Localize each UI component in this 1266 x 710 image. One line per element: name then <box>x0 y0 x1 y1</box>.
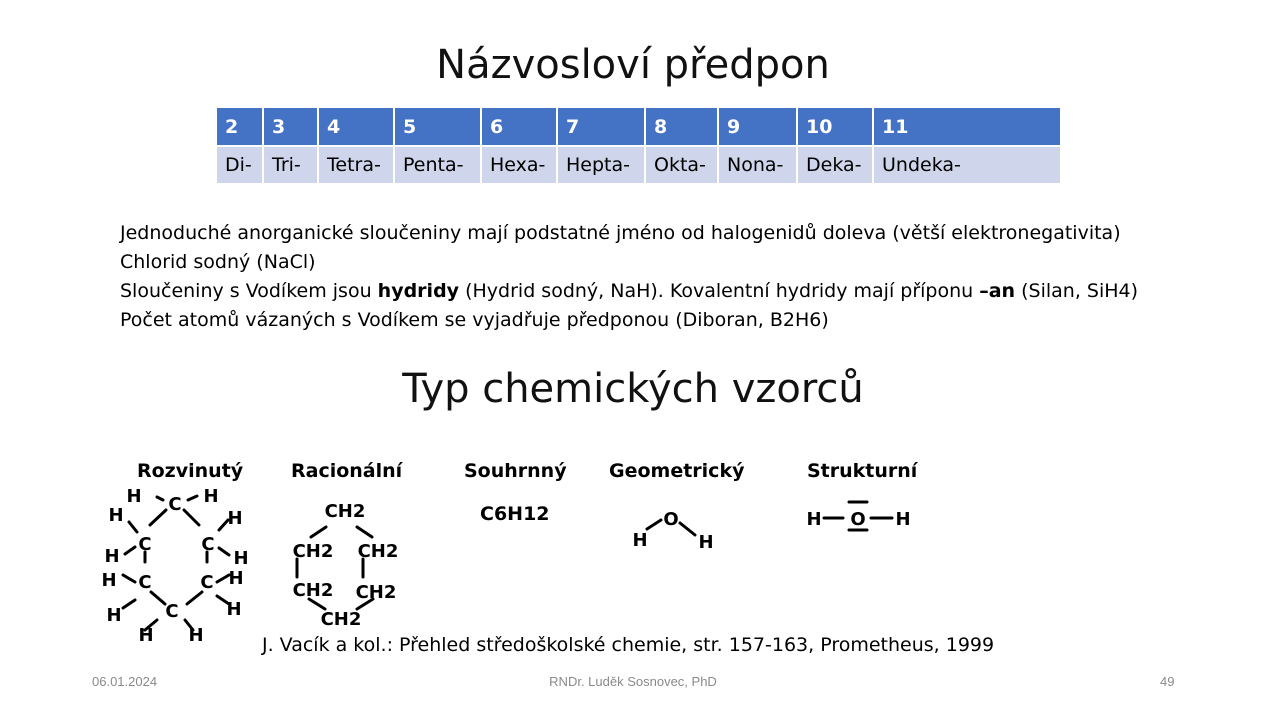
text-line: Chlorid sodný (NaCl) <box>120 251 316 273</box>
prefix-cell: Nona- <box>719 147 796 183</box>
formula-type-label: Souhrnný <box>464 460 567 482</box>
suffix-term: –an <box>979 280 1016 302</box>
number-cell: 2 <box>217 108 262 147</box>
prefix-cell: Penta- <box>395 147 480 183</box>
atom-hydrogen: H <box>806 509 822 530</box>
number-cell: 11 <box>874 108 1060 147</box>
prefix-name-row <box>217 147 1060 183</box>
atom-carbon: C <box>138 534 152 555</box>
atom-hydrogen: H <box>895 509 911 530</box>
atom-hydrogen: H <box>126 486 142 507</box>
atom-oxygen: O <box>850 509 866 530</box>
group-ch2: CH2 <box>292 580 334 601</box>
reference-citation: J. Vacík a kol.: Přehled středoškolské chemie, str. 157-163, Prometheus, 1999 <box>262 634 995 656</box>
footer-date: 06.01.2024 <box>92 674 158 689</box>
footer-author: RNDr. Luděk Sosnovec, PhD <box>549 674 717 689</box>
text-line: Jednoduché anorganické sloučeniny mají podstatné jméno od halogenidů doleva (větší elektronegativita) <box>120 222 1121 244</box>
atom-oxygen: O <box>663 509 679 530</box>
atom-carbon: C <box>165 601 179 622</box>
number-cell: 8 <box>646 108 717 147</box>
prefix-table <box>215 108 1062 183</box>
atom-hydrogen: H <box>104 546 120 567</box>
prefix-cell: Hepta- <box>558 147 644 183</box>
text-fragment: Sloučeniny s Vodíkem jsou <box>120 280 378 302</box>
prefix-number-row <box>217 108 1060 147</box>
atom-hydrogen: H <box>203 486 219 507</box>
number-cell: 9 <box>719 108 796 147</box>
group-ch2: CH2 <box>320 609 362 630</box>
text-fragment: (Hydrid sodný, NaH). Kovalentní hydridy mají příponu <box>459 280 980 302</box>
atom-hydrogen: H <box>106 605 122 626</box>
number-cell: 7 <box>558 108 644 147</box>
prefix-cell: Tri- <box>264 147 317 183</box>
expanded-formula-diagram <box>95 480 260 650</box>
text-line <box>120 277 1200 306</box>
prefix-cell: Di- <box>217 147 262 183</box>
page-number: 49 <box>1160 674 1175 689</box>
number-cell: 4 <box>319 108 393 147</box>
prefix-cell: Deka- <box>798 147 872 183</box>
number-cell: 10 <box>798 108 872 147</box>
atom-hydrogen: H <box>101 570 117 591</box>
atom-carbon: C <box>201 534 215 555</box>
atom-carbon: C <box>168 494 182 515</box>
group-ch2: CH2 <box>357 541 399 562</box>
prefix-cell: Tetra- <box>319 147 393 183</box>
atom-carbon: C <box>200 572 214 593</box>
summary-formula: C6H12 <box>480 503 550 525</box>
atom-hydrogen: H <box>227 508 243 529</box>
rational-formula-diagram <box>285 495 410 635</box>
text-line: Počet atomů vázaných s Vodíkem se vyjadřuje předponou (Diboran, B2H6) <box>120 309 829 331</box>
formula-type-label: Rozvinutý <box>137 460 244 482</box>
atom-hydrogen: H <box>632 530 648 551</box>
group-ch2: CH2 <box>324 501 366 522</box>
hydridy-term: hydridy <box>377 280 460 302</box>
group-ch2: CH2 <box>292 541 334 562</box>
geometric-formula-diagram <box>625 505 720 555</box>
formula-type-label: Geometrický <box>609 460 745 482</box>
atom-hydrogen: H <box>233 548 249 569</box>
slide-title: Názvosloví předpon <box>436 42 830 88</box>
number-cell: 3 <box>264 108 317 147</box>
atom-carbon: C <box>138 572 152 593</box>
number-cell: 6 <box>482 108 556 147</box>
formula-type-label: Strukturní <box>807 460 918 482</box>
atom-hydrogen: H <box>226 599 242 620</box>
prefix-cell: Hexa- <box>482 147 556 183</box>
formula-type-label: Racionální <box>291 460 403 482</box>
atom-hydrogen: H <box>228 568 244 589</box>
prefix-cell: Undeka- <box>874 147 1060 183</box>
atom-hydrogen: H <box>188 625 204 646</box>
atom-hydrogen: H <box>108 505 124 526</box>
prefix-cell: Okta- <box>646 147 717 183</box>
text-fragment: (Silan, SiH4) <box>1015 280 1139 302</box>
explanation-text <box>120 219 1200 335</box>
number-cell: 5 <box>395 108 480 147</box>
atom-hydrogen: H <box>698 532 714 553</box>
section-title: Typ chemických vzorců <box>402 366 864 412</box>
atom-hydrogen: H <box>138 625 154 646</box>
structural-formula-diagram <box>800 495 920 540</box>
group-ch2: CH2 <box>355 582 397 603</box>
